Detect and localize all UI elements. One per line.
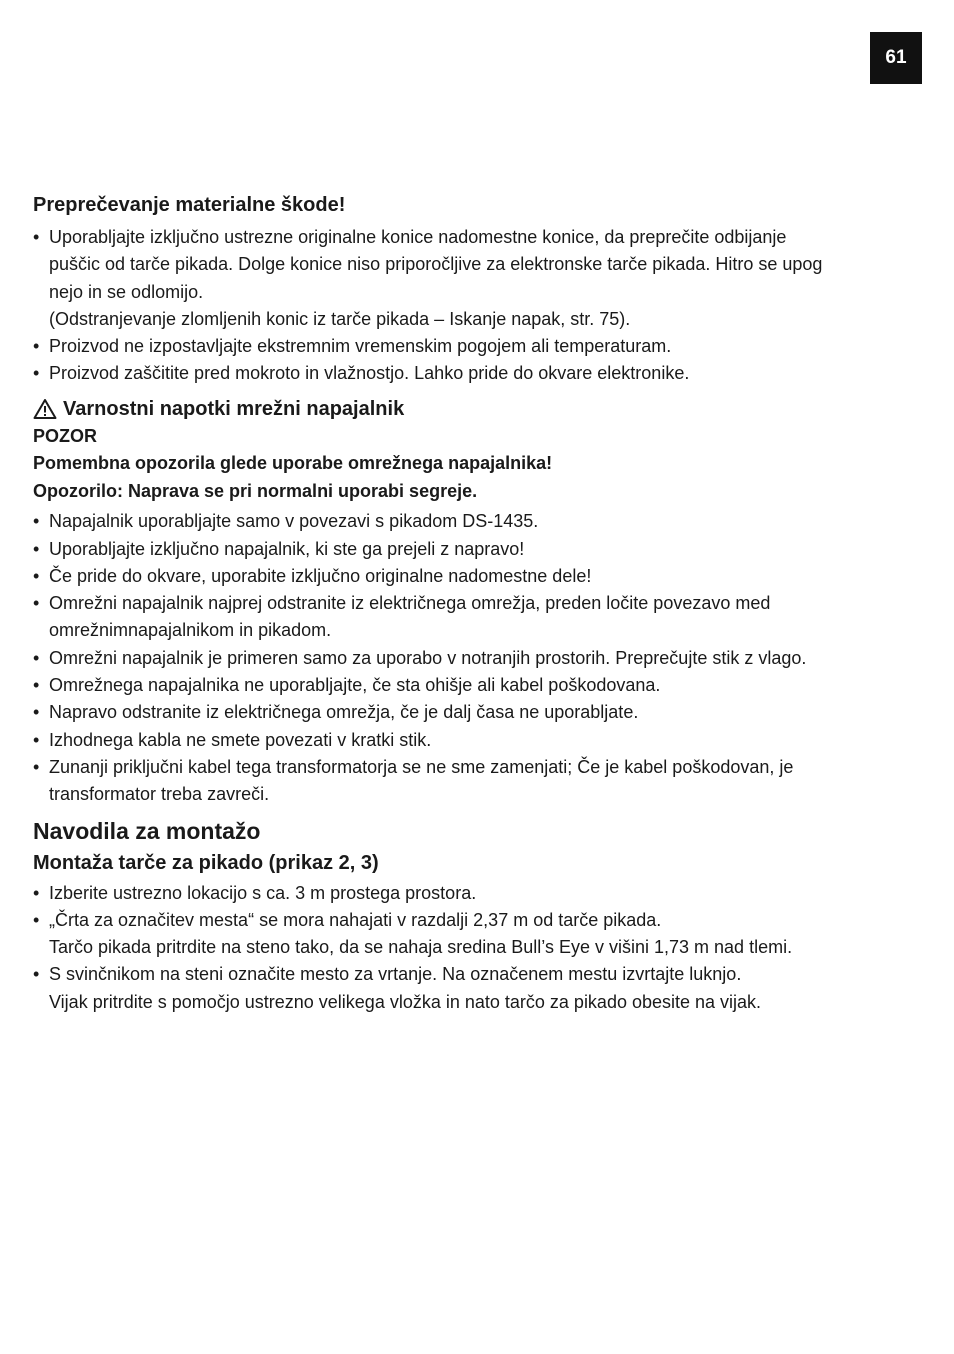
assembly-heading: Navodila za montažo (33, 817, 261, 844)
power-supply-safety-section (33, 396, 918, 809)
bullet-icon: • (33, 538, 40, 559)
bullet-icon: • (33, 647, 40, 668)
list-item-line: „Črta za označitev mesta“ se mora nahajati v razdalji 2,37 m od tarče pikada. (49, 909, 662, 930)
caution-note-usage: Pomembna opozorila glede uporabe omrežnega napajalnika! (33, 453, 553, 474)
caution-label: POZOR (33, 425, 98, 446)
material-damage-heading: Preprečevanje materialne škode! (33, 194, 346, 216)
assembly-list (33, 880, 918, 1016)
material-damage-section (33, 192, 918, 388)
list-item-line: Izhodnega kabla ne smete povezati v kratki stik. (49, 729, 432, 750)
list-item-line: nejo in se odlomijo. (49, 281, 204, 302)
list-item-line: (Odstranjevanje zlomljenih konic iz tarče pikada – Iskanje napak, str. 75). (49, 308, 631, 329)
list-item (33, 360, 918, 387)
list-item-line: Omrežni napajalnik je primeren samo za uporabo v notranjih prostorih. Preprečujte stik z vlago. (49, 647, 807, 668)
list-item-line: Proizvod zaščitite pred mokroto in vlažnostjo. Lahko pride do okvare elektronike. (49, 363, 690, 384)
list-item-line: Uporabljajte izključno napajalnik, ki ste ga prejeli z napravo! (49, 538, 525, 559)
list-item-line: Tarčo pikada pritrdite na steno tako, da se nahaja sredina Bull’s Eye v višini 1,73 m nad tlemi. (49, 937, 793, 958)
list-item-line: Zunanji priključni kabel tega transformatorja se ne sme zamenjati; Če je kabel poškodovan, je (49, 756, 794, 777)
list-item (33, 880, 918, 907)
bullet-icon: • (33, 675, 40, 696)
list-item (33, 754, 918, 809)
list-item-line: Omrežnega napajalnika ne uporabljajte, če sta ohišje ali kabel poškodovana. (49, 675, 661, 696)
list-item (33, 508, 918, 535)
list-item (33, 672, 918, 699)
list-item-line: puščic od tarče pikada. Dolge konice niso priporočljive za elektronske tarče pikada. Hitro se upog (49, 254, 823, 275)
bullet-icon: • (33, 336, 40, 357)
list-item-line: Vijak pritrdite s pomočjo ustrezno velikega vložka in nato tarčo za pikado obesite na vijak. (49, 991, 762, 1012)
warning-triangle-icon (33, 398, 57, 420)
bullet-icon: • (33, 511, 40, 532)
list-item (33, 590, 918, 645)
list-item-line: Napravo odstranite iz električnega omrežja, če je dalj časa ne uporabljate. (49, 702, 639, 723)
list-item (33, 224, 918, 333)
list-item-line: Uporabljajte izključno ustrezne originalne konice nadomestne konice, da preprečite odbijanje (49, 227, 787, 247)
list-item-line: Proizvod ne izpostavljajte ekstremnim vremenskim pogojem ali temperaturam. (49, 336, 672, 357)
bullet-icon: • (33, 909, 40, 930)
list-item-line: omrežnimnapajalnikom in pikadom. (49, 620, 332, 641)
assembly-section (33, 815, 918, 1016)
page-number: 61 (870, 32, 922, 84)
list-item-line: Izberite ustrezno lokacijo s ca. 3 m prostega prostora. (49, 882, 477, 903)
bullet-icon: • (33, 593, 40, 614)
bullet-icon: • (33, 565, 40, 586)
bullet-icon: • (33, 756, 40, 777)
bullet-icon: • (33, 882, 40, 903)
bullet-icon: • (33, 964, 40, 985)
list-item (33, 333, 918, 360)
power-supply-safety-title: Varnostni napotki mrežni napajalnik (63, 397, 405, 420)
assembly-subheading: Montaža tarče za pikado (prikaz 2, 3) (33, 851, 379, 874)
material-damage-list (33, 224, 918, 388)
caution-block (33, 423, 918, 506)
bullet-icon: • (33, 702, 40, 723)
bullet-icon: • (33, 227, 40, 247)
list-item-line: S svinčnikom na steni označite mesto za vrtanje. Na označenem mestu izvrtajte luknjo. (49, 964, 742, 985)
bullet-icon: • (33, 363, 40, 384)
list-item (33, 645, 918, 672)
caution-note-heat: Opozorilo: Naprava se pri normalni uporabi segreje. (33, 480, 478, 501)
list-item-line: Če pride do okvare, uporabite izključno originalne nadomestne dele! (49, 565, 592, 586)
list-item-line: Napajalnik uporabljajte samo v povezavi s pikadom DS-1435. (49, 511, 539, 532)
page-content (33, 192, 918, 1016)
list-item (33, 907, 918, 962)
list-item (33, 699, 918, 726)
bullet-icon: • (33, 729, 40, 750)
list-item-line: transformator treba zavreči. (49, 784, 270, 805)
list-item (33, 563, 918, 590)
power-supply-safety-list (33, 508, 918, 808)
list-item-line: Omrežni napajalnik najprej odstranite iz električnega omrežja, preden ločite povezavo med (49, 593, 771, 614)
list-item (33, 536, 918, 563)
power-supply-safety-heading (33, 396, 918, 423)
list-item (33, 727, 918, 754)
list-item (33, 961, 918, 1016)
